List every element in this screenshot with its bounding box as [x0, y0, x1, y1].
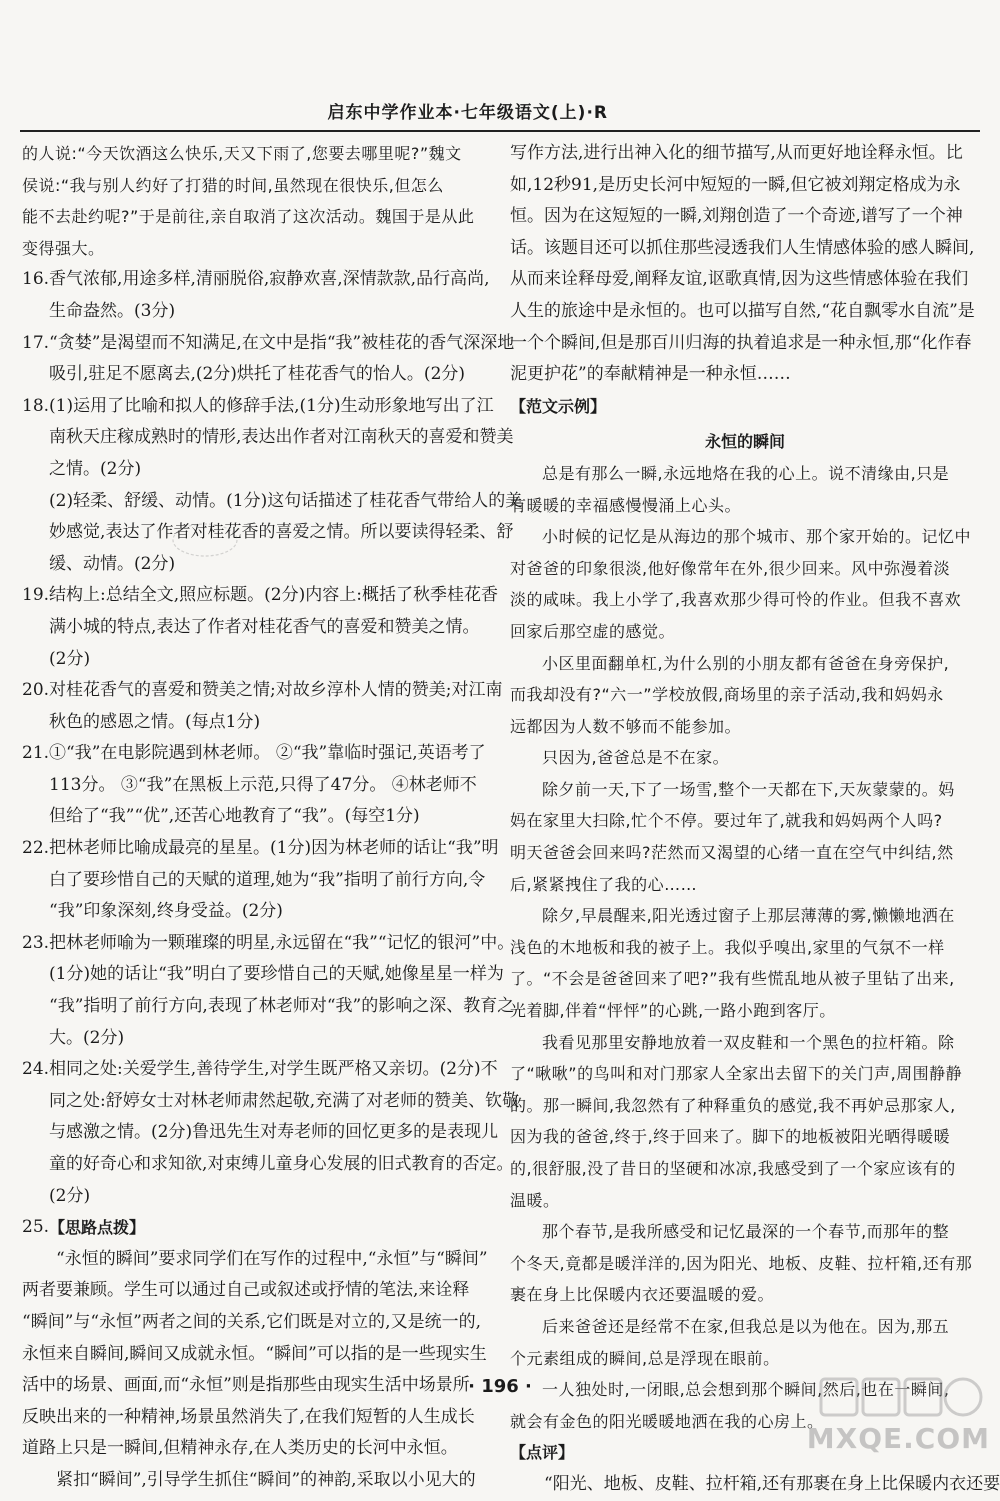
- question-number: 22.: [22, 838, 50, 859]
- answer-q18: [22, 391, 523, 581]
- answer-q23: [22, 928, 515, 1054]
- answer-q21: [22, 738, 486, 833]
- essay-paragraph: [510, 774, 980, 900]
- text-line: “我”印象深刻,终身受益。(2分): [49, 901, 283, 922]
- text-line: 白了要珍惜自己的天赋的道理,她为“我”指明了前行方向,令: [49, 869, 486, 890]
- answer-q25: [22, 1212, 488, 1496]
- text-line: 写作方法,进行出神入化的细节描写,从而更好地诠释永恒。比: [510, 143, 963, 163]
- text-line: “阳光、地板、皮鞋、拉杆箱,还有那裹在身上比保暖内衣还要: [544, 1473, 1000, 1494]
- essay-paragraph: [510, 1311, 980, 1374]
- text-line: 了“啾啾”的鸟叫和对门那家人全家出去留下的关门声,周围静静: [510, 1064, 963, 1084]
- text-line: 人生的旅途中是永恒的。也可以描写自然,“花自飘零水自流”是: [510, 300, 975, 321]
- text-line: 后,紧紧拽住了我的心……: [510, 874, 698, 894]
- question-number: 17.: [22, 332, 50, 353]
- text-line: 童的好奇心和求知欲,对束缚儿童身心发展的旧式教育的否定。: [49, 1154, 514, 1174]
- question-number: 25.: [22, 1217, 50, 1238]
- text-line: 裹在身上比保暖内衣还要温暖的爱。: [510, 1285, 775, 1305]
- text-line: 温暖。: [510, 1190, 560, 1210]
- question-number: 19.: [22, 585, 50, 606]
- essay-paragraph: [510, 900, 980, 1026]
- text-line: 因为我的爸爸,终于,终于回来了。脚下的地板被阳光晒得暖暖: [510, 1127, 951, 1147]
- text-line: 南秋天庄稼成熟时的情形,表达出作者对江南秋天的喜爱和赞美: [49, 427, 514, 448]
- text-line: 侯说:“我与别人约好了打猎的时间,虽然现在很快乐,但怎么: [22, 175, 444, 195]
- essay-paragraph: [510, 521, 980, 647]
- text-line: 的。那一瞬间,我忽然有了种释重负的感觉,我不再妒忌那家人,: [510, 1095, 956, 1115]
- answer-text: [49, 928, 514, 1054]
- text-line: 秋色的感恩之情。(每点1分): [49, 711, 261, 732]
- book-title: 启东中学作业本·七年级语文(上)·R: [327, 103, 608, 123]
- sample-essay-heading: 【范文示例】: [510, 396, 607, 416]
- text-line: 一人独处时,一闭眼,总会想到那个瞬间,然后,也在一瞬间,: [542, 1380, 950, 1400]
- text-line: 小区里面翻单杠,为什么别的小朋友都有爸爸在身旁保护,: [542, 653, 950, 673]
- text-line: (2分): [49, 1185, 91, 1206]
- page-header: [20, 96, 980, 132]
- text-line: 大。(2分): [49, 1027, 125, 1048]
- text-line: (1分)她的话让“我”明白了要珍惜自己的天赋,她像星星一样为: [49, 964, 504, 985]
- text-line: 有暖暖的幸福感慢慢涌上心头。: [510, 495, 742, 515]
- text-line: ①“我”在电影院遇到林老师。 ②“我”靠临时强记,英语考了: [49, 743, 486, 764]
- text-line: 妙感觉,表达了作者对桂花香的喜爱之情。所以要读得轻柔、舒: [49, 522, 514, 543]
- text-line: “永恒的瞬间”要求同学们在写作的过程中,“永恒”与“瞬间”: [56, 1248, 488, 1269]
- text-line: 从而来诠释母爱,阐释友谊,讴歌真情,因为这些情感体验在我们: [510, 269, 969, 290]
- text-line: 的人说:“今天饮酒这么快乐,天又下雨了,您要去哪里呢?”魏文: [22, 144, 462, 163]
- question-number: 16.: [22, 269, 50, 290]
- hint-paragraph: [22, 1244, 488, 1465]
- watermark-site: MXQE.COM: [806, 1422, 990, 1455]
- text-line: 之情。(2分): [49, 458, 142, 479]
- text-line: 明天爸爸会回来吗?茫然而又渴望的心绪一直在空气中纠结,然: [510, 843, 954, 863]
- faint-stamp: [170, 520, 240, 560]
- q25-continuation: [510, 138, 980, 391]
- hint-heading: 【思路点拨】: [49, 1218, 146, 1238]
- question-number: 23.: [22, 932, 50, 953]
- text-line: 泥更护花”的奉献精神是一种永恒……: [510, 364, 791, 385]
- answer-text: [49, 391, 522, 581]
- text-line: 吸引,驻足不愿离去,(2分)烘托了桂花香气的怡人。(2分): [49, 364, 466, 385]
- answer-q17: [22, 328, 515, 391]
- answer-text: [49, 264, 489, 327]
- text-line: 紧扣“瞬间”,引导学生抓住“瞬间”的神韵,采取以小见大的: [56, 1469, 476, 1490]
- answer-text: [49, 738, 486, 833]
- answer-q16: [22, 264, 490, 327]
- text-line: 除夕,早晨醒来,阳光透过窗子上那层薄薄的雾,懒懒地洒在: [542, 906, 955, 926]
- comment-heading: 【点评】: [510, 1443, 575, 1463]
- text-line: 反映出来的一种精神,场景虽然消失了,在我们短暂的人生成长: [22, 1406, 475, 1427]
- text-line: “贪婪”是渴望而不知满足,在文中是指“我”被桂花的香气深深地: [49, 332, 515, 353]
- right-column: [510, 138, 1000, 1501]
- text-line: 妈在家里大扫除,忙个不停。要过年了,就我和妈妈两个人吗?: [510, 811, 943, 831]
- text-line: 那个春节,是我所感受和记忆最深的一个春节,而那年的整: [542, 1222, 950, 1242]
- text-line: (2分): [49, 648, 91, 669]
- answer-text: [49, 328, 514, 391]
- answer-q24: [22, 1054, 520, 1212]
- page-number: · 196 ·: [468, 1376, 532, 1397]
- question-number: 20.: [22, 680, 50, 701]
- text-line: 个冬天,竟都是暖洋洋的,因为阳光、地板、皮鞋、拉杆箱,还有那: [510, 1253, 973, 1273]
- text-line: 满小城的特点,表达了作者对桂花香气的喜爱和赞美之情。: [49, 616, 480, 637]
- answer-text: [49, 1054, 519, 1212]
- text-line: “瞬间”与“永恒”两者之间的关系,它们既是对立的,又是统一的,: [22, 1311, 481, 1332]
- text-line: “我”指明了前行方向,表现了林老师对“我”的影响之深、教育之: [49, 996, 515, 1017]
- text-line: 我看见那里安静地放着一双皮鞋和一个黑色的拉杆箱。除: [542, 1032, 955, 1052]
- hint-paragraph: [22, 1465, 474, 1497]
- text-line: 除夕前一天,下了一场雪,整个一天都在下,天灰蒙蒙的。妈: [542, 779, 955, 799]
- text-line: 恒。因为在这短短的一瞬,刘翔创造了一个奇迹,谱写了一个神: [510, 206, 963, 227]
- essay-paragraph: [510, 742, 980, 774]
- question-number: 21.: [22, 743, 50, 764]
- answer-q22: [22, 833, 499, 928]
- text-line: 同之处:舒婷女士对林老师肃然起敬,充满了对老师的赞美、钦敬: [49, 1090, 520, 1111]
- text-line: 的,很舒服,没了昔日的坚硬和冰凉,我感受到了一个家应该有的: [510, 1159, 956, 1178]
- text-line: 相同之处:关爱学生,善待学生,对学生既严格又亲切。(2分)不: [49, 1059, 498, 1080]
- text-line: 香气浓郁,用途多样,清丽脱俗,寂静欢喜,深情款款,品行高尚,: [49, 269, 490, 290]
- text-line: 对桂花香气的喜爱和赞美之情;对故乡淳朴人情的赞美;对江南: [49, 680, 503, 701]
- text-line: 活中的场景、画面,而“永恒”则是指那些由现实生活中场景所: [22, 1375, 470, 1396]
- text-line: 就会有金色的阳光暖暖地洒在我的心房上。: [510, 1411, 824, 1431]
- essay-paragraph: [510, 1027, 980, 1217]
- text-line: (1)运用了比喻和拟人的修辞手法,(1分)生动形象地写出了江: [49, 395, 494, 416]
- essay-title: 永恒的瞬间: [704, 432, 785, 452]
- comment-text: [510, 1469, 1000, 1501]
- text-line: 把林老师喻为一颗璀璨的明星,永远留在“我”“记忆的银河”中。: [49, 932, 515, 953]
- answer-text: [49, 580, 498, 675]
- text-line: 一个个瞬间,但是那百川归海的执着追求是一种永恒,那“化作春: [510, 332, 972, 353]
- answer-text: [49, 833, 498, 928]
- text-line: 浅色的木地板和我的被子上。我似乎嗅出,家里的气氛不一样: [510, 937, 945, 957]
- text-line: 淡的咸味。我上小学了,我喜欢那少得可怜的作业。但我不喜欢: [510, 590, 962, 610]
- text-line: 道路上只是一瞬间,但精神永存,在人类历史的长河中永恒。: [22, 1438, 458, 1459]
- text-line: 把林老师比喻成最亮的星星。(1分)因为林老师的话让“我”明: [49, 838, 499, 859]
- text-line: 对爸爸的印象很淡,他好像常年在外,很少回来。风中弥漫着淡: [510, 558, 951, 578]
- answer-text: [49, 675, 502, 738]
- answer-q20: [22, 675, 503, 738]
- question-number: 18.: [22, 395, 50, 416]
- text-line: 两者要兼顾。学生可以通过自己或叙述或抒情的笔法,来诠释: [22, 1280, 470, 1301]
- text-line: 回家后那空虚的感觉。: [510, 621, 676, 641]
- text-line: 了。“不会是爸爸回来了吧?”我有些慌乱地从被子里钻了出来,: [510, 969, 955, 989]
- text-line: 远都因为人数不够而不能参加。: [510, 716, 742, 736]
- text-line: 永恒来自瞬间,瞬间又成就永恒。“瞬间”可以指的是一些现实生: [22, 1343, 487, 1364]
- text-line: 与感激之情。(2分)鲁迅先生对寿老师的回忆更多的是表现儿: [49, 1122, 499, 1143]
- answer-q19: [22, 580, 498, 675]
- text-line: 但给了“我”“优”,还苦心地教育了“我”。(每空1分): [49, 806, 420, 827]
- sample-essay: [510, 458, 980, 1437]
- text-line: 缓、动情。(2分): [49, 553, 176, 574]
- intro-passage: [22, 138, 474, 264]
- text-line: 113分。 ③“我”在黑板上示范,只得了47分。 ④林老师不: [49, 774, 477, 795]
- essay-paragraph: [510, 458, 980, 521]
- text-line: (2)轻柔、舒缓、动情。(1分)这句话描述了桂花香气带给人的美: [49, 490, 523, 511]
- essay-paragraph: [510, 648, 980, 743]
- text-line: 小时候的记忆是从海边的那个城市、那个家开始的。记忆中: [542, 527, 972, 547]
- text-line: 结构上:总结全文,照应标题。(2分)内容上:概括了秋季桂花香: [49, 585, 498, 606]
- text-line: 能不去赴约呢?”于是前往,亲自取消了这次活动。魏国于是从此: [22, 207, 475, 227]
- text-line: 生命盎然。(3分): [49, 300, 176, 321]
- essay-paragraph: [510, 1216, 980, 1311]
- text-line: 总是有那么一瞬,永远地烙在我的心上。说不清缘由,只是: [542, 463, 950, 483]
- text-line: 后来爸爸还是经常不在家,但我总是以为他在。因为,那五: [542, 1316, 950, 1336]
- text-line: 话。该题目还可以抓住那些浸透我们人生情感体验的感人瞬间,: [510, 237, 975, 258]
- text-line: 个元素组成的瞬间,总是浮现在眼前。: [510, 1348, 780, 1368]
- text-line: 只因为,爸爸总是不在家。: [542, 748, 730, 768]
- text-line: 变得强大。: [22, 238, 105, 258]
- text-line: 光着脚,伴着“怦怦”的心跳,一路小跑到客厅。: [510, 1001, 836, 1021]
- question-number: 24.: [22, 1059, 50, 1080]
- text-line: 如,12秒91,是历史长河中短短的一瞬,但它被刘翔定格成为永: [510, 174, 961, 195]
- text-line: 而我却没有?“六一”学校放假,商场里的亲子活动,我和妈妈永: [510, 685, 944, 705]
